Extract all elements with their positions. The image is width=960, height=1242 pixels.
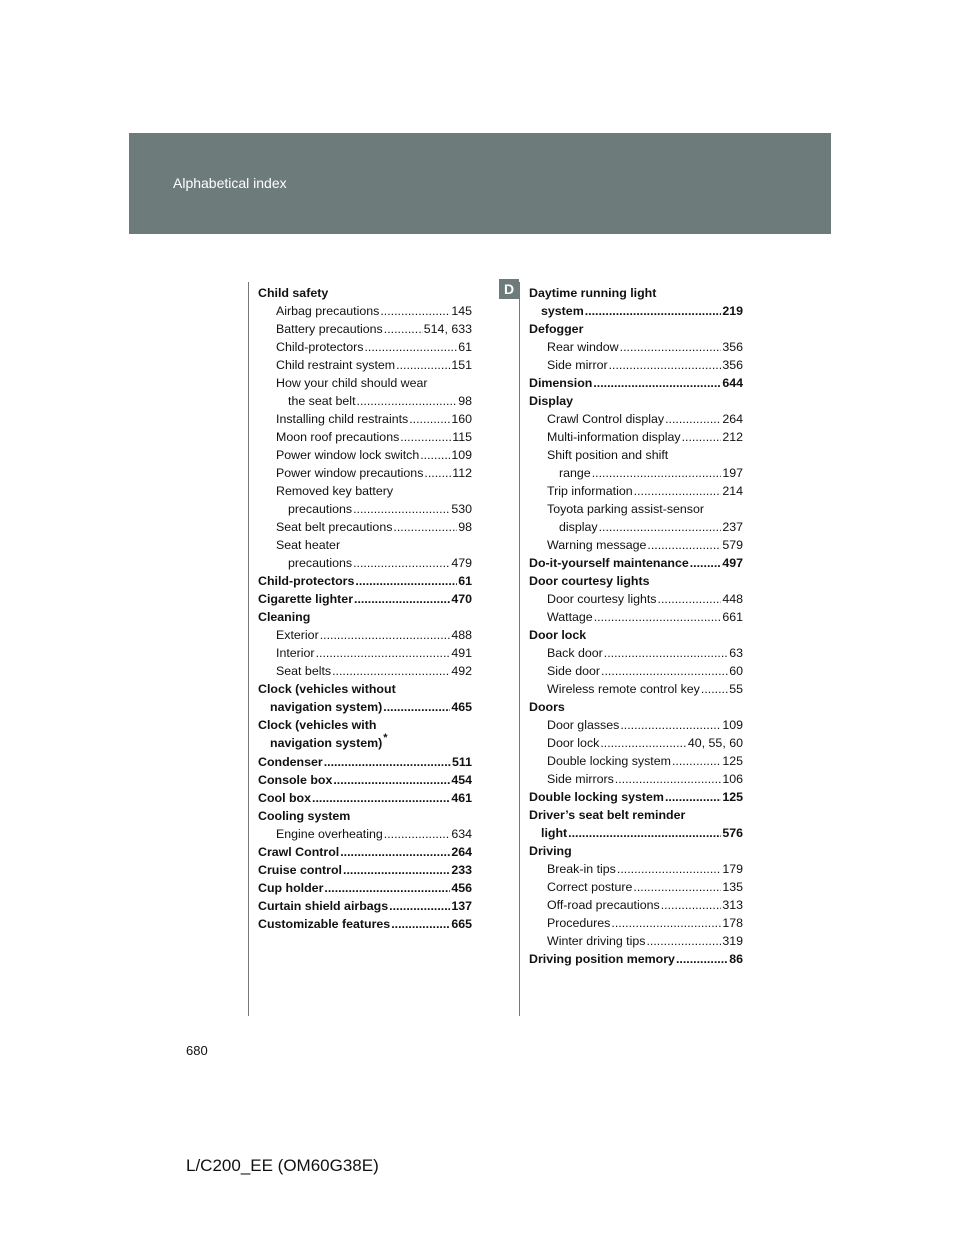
sub-entry: Battery precautions ..... 514, 633 (258, 320, 472, 338)
sub-entry: Procedures ..... 178 (529, 914, 743, 932)
index-entry-display (529, 392, 743, 554)
sub-entry: Seat belt precautions ..... 98 (258, 518, 472, 536)
sub-entry: Crawl Control display ..... 264 (529, 410, 743, 428)
sub-entry: Back door ..... 63 (529, 644, 743, 662)
sub-entry: Wattage ..... 661 (529, 608, 743, 626)
sub-entry: Power window precautions ..... 112 (258, 464, 472, 482)
index-entry-cool-box: Cool box ..... 461 (258, 789, 472, 807)
index-entry-daytime-running-light: Daytime running light system ..... 219 (529, 284, 743, 320)
index-column-1 (258, 284, 472, 933)
sub-entry: Off-road precautions ..... 313 (529, 896, 743, 914)
entry-heading: Defogger (529, 322, 584, 336)
index-entry-clock-without-nav: Clock (vehicles without navigation system) ..... 465 (258, 680, 472, 716)
sub-entry: Child-protectors ..... 61 (258, 338, 472, 356)
index-entry-crawl-control: Crawl Control ..... 264 (258, 843, 472, 861)
sub-entry: Airbag precautions ..... 145 (258, 302, 472, 320)
index-entry-defogger (529, 320, 743, 374)
document-code: L/C200_EE (OM60G38E) (186, 1156, 379, 1175)
index-entry-double-locking-system: Double locking system ..... 125 (529, 788, 743, 806)
index-entry-console-box: Console box ..... 454 (258, 771, 472, 789)
index-entry-child-protectors: Child-protectors ..... 61 (258, 572, 472, 590)
index-entry-door-lock (529, 626, 743, 698)
sub-entry: Correct posture ..... 135 (529, 878, 743, 896)
sub-entry: Toyota parking assist-sensor display ..... 237 (529, 500, 743, 536)
sub-entry: Double locking system ..... 125 (529, 752, 743, 770)
index-entry-cigarette-lighter: Cigarette lighter ..... 470 (258, 590, 472, 608)
sub-entry: Door lock ..... 40, 55, 60 (529, 734, 743, 752)
index-entry-cleaning (258, 608, 472, 680)
sub-entry: Trip information ..... 214 (529, 482, 743, 500)
sub-entry: How your child should wear the seat belt ..... 98 (258, 374, 472, 410)
index-entry-cooling-system (258, 807, 472, 843)
sub-entry: Side door ..... 60 (529, 662, 743, 680)
index-entry-dimension: Dimension ..... 644 (529, 374, 743, 392)
column-divider-middle (519, 282, 520, 1016)
index-column-2 (529, 284, 743, 968)
sub-entry: Interior ..... 491 (258, 644, 472, 662)
column-divider-left (248, 282, 249, 1016)
sub-entry: Rear window ..... 356 (529, 338, 743, 356)
index-entry-cup-holder: Cup holder ..... 456 (258, 879, 472, 897)
sub-entry: Side mirrors ..... 106 (529, 770, 743, 788)
index-entry-seat-belt-reminder: Driver’s seat belt reminder light ..... 576 (529, 806, 743, 842)
index-entry-diy-maintenance: Do-it-yourself maintenance ..... 497 (529, 554, 743, 572)
sub-entry: Warning message ..... 579 (529, 536, 743, 554)
index-entry-door-courtesy-lights (529, 572, 743, 626)
entry-heading: Doors (529, 700, 565, 714)
entry-heading: Door courtesy lights (529, 574, 650, 588)
index-entry-clock-with-nav: Clock (vehicles with navigation system)* (258, 718, 388, 750)
index-entry-child-safety (258, 284, 472, 572)
index-entry-curtain-airbags: Curtain shield airbags ..... 137 (258, 897, 472, 915)
section-letter-badge: D (499, 279, 519, 299)
entry-heading: Driving (529, 844, 572, 858)
index-entry-customizable-features: Customizable features ..... 665 (258, 915, 472, 933)
sub-entry: Shift position and shift range ..... 197 (529, 446, 743, 482)
sub-entry: Multi-information display ..... 212 (529, 428, 743, 446)
entry-heading: Display (529, 394, 574, 408)
index-entry-doors (529, 698, 743, 788)
sub-entry: Winter driving tips ..... 319 (529, 932, 743, 950)
sub-entry: Exterior ..... 488 (258, 626, 472, 644)
sub-entry: Seat belts ..... 492 (258, 662, 472, 680)
entry-heading: Cooling system (258, 809, 351, 823)
entry-heading: Cleaning (258, 610, 311, 624)
sub-entry: Removed key battery precautions ..... 530 (258, 482, 472, 518)
index-entry-cruise-control: Cruise control ..... 233 (258, 861, 472, 879)
entry-heading: Child safety (258, 286, 329, 300)
index-entry-driving (529, 842, 743, 950)
index-entry-driving-position-memory: Driving position memory ..... 86 (529, 950, 743, 968)
page-number: 680 (186, 1043, 208, 1058)
page-header (129, 133, 831, 234)
sub-entry: Child restraint system ..... 151 (258, 356, 472, 374)
sub-entry: Installing child restraints ..... 160 (258, 410, 472, 428)
sub-entry: Moon roof precautions ..... 115 (258, 428, 472, 446)
sub-entry: Power window lock switch ..... 109 (258, 446, 472, 464)
sub-entry: Side mirror ..... 356 (529, 356, 743, 374)
sub-entry: Door courtesy lights ..... 448 (529, 590, 743, 608)
sub-entry: Engine overheating ..... 634 (258, 825, 472, 843)
sub-entry: Wireless remote control key ..... 55 (529, 680, 743, 698)
header-title: Alphabetical index (173, 175, 287, 191)
index-entry-condenser: Condenser ..... 511 (258, 753, 472, 771)
entry-heading: Door lock (529, 628, 587, 642)
sub-entry: Seat heater precautions ..... 479 (258, 536, 472, 572)
sub-entry: Door glasses ..... 109 (529, 716, 743, 734)
sub-entry: Break-in tips ..... 179 (529, 860, 743, 878)
asterisk-mark: * (383, 732, 388, 744)
